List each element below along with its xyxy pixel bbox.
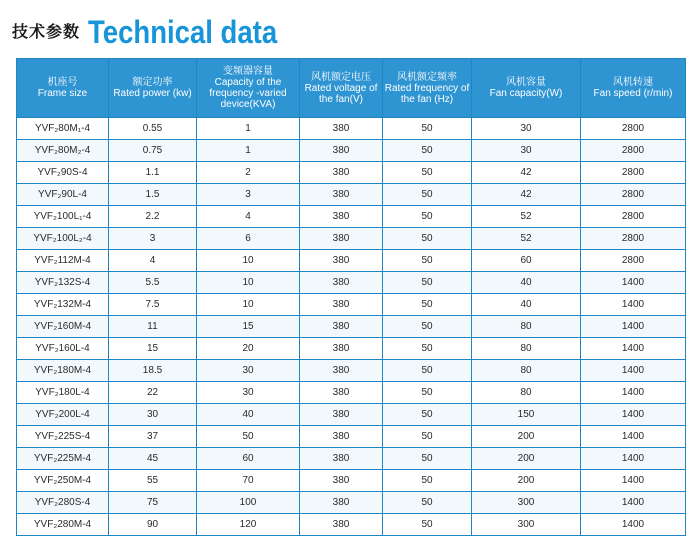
table-cell: 30 [197, 382, 300, 404]
table-cell: 380 [300, 426, 383, 448]
table-cell: 50 [383, 250, 472, 272]
table-cell: 3 [197, 184, 300, 206]
table-cell: 10 [197, 294, 300, 316]
table-cell: 2800 [581, 250, 686, 272]
table-cell: YVF₂225S-4 [17, 426, 109, 448]
table-row [17, 162, 686, 184]
table-cell: 1400 [581, 316, 686, 338]
table-cell: 1400 [581, 514, 686, 536]
table-cell: 50 [383, 184, 472, 206]
table-cell: 1400 [581, 382, 686, 404]
table-row [17, 470, 686, 492]
table-cell: 380 [300, 382, 383, 404]
table-row [17, 294, 686, 316]
table-cell: 42 [472, 162, 581, 184]
table-cell: 52 [472, 228, 581, 250]
table-cell: 37 [109, 426, 197, 448]
table-cell: 1400 [581, 470, 686, 492]
table-cell: 380 [300, 140, 383, 162]
table-cell: 380 [300, 404, 383, 426]
table-cell: 80 [472, 316, 581, 338]
table-cell: 100 [197, 492, 300, 514]
table-cell: 30 [472, 140, 581, 162]
table-header-row [17, 59, 686, 118]
table-row [17, 228, 686, 250]
table-cell: 40 [472, 294, 581, 316]
table-row [17, 118, 686, 140]
table-cell: 380 [300, 184, 383, 206]
table-cell: 380 [300, 228, 383, 250]
table-cell: 50 [383, 162, 472, 184]
table-cell: 30 [472, 118, 581, 140]
table-cell: 2800 [581, 140, 686, 162]
table-cell: 380 [300, 118, 383, 140]
table-cell: 18.5 [109, 360, 197, 382]
table-cell: 1.5 [109, 184, 197, 206]
table-cell: 4 [197, 206, 300, 228]
title-chinese: 技术参数 [12, 22, 81, 41]
table-cell: 2800 [581, 184, 686, 206]
table-cell: YVF₂160M-4 [17, 316, 109, 338]
table-body [17, 118, 686, 536]
table-cell: 380 [300, 294, 383, 316]
header-fan-speed: 风机转速 Fan speed (r/min) [581, 59, 686, 118]
table-cell: 40 [472, 272, 581, 294]
table-cell: 50 [383, 492, 472, 514]
table-cell: YVF₂112M-4 [17, 250, 109, 272]
table-cell: 10 [197, 272, 300, 294]
table-cell: YVF₂90S-4 [17, 162, 109, 184]
table-row [17, 316, 686, 338]
table-cell: 200 [472, 426, 581, 448]
table-cell: 80 [472, 382, 581, 404]
table-cell: 6 [197, 228, 300, 250]
table-cell: 45 [109, 448, 197, 470]
table-cell: 2800 [581, 162, 686, 184]
table-cell: 50 [383, 316, 472, 338]
table-cell: 50 [383, 228, 472, 250]
table-cell: 2 [197, 162, 300, 184]
table-row [17, 338, 686, 360]
table-cell: 75 [109, 492, 197, 514]
header-rated-power: 额定功率 Rated power (kw) [109, 59, 197, 118]
table-cell: 380 [300, 470, 383, 492]
table-cell: 50 [383, 272, 472, 294]
table-cell: 5.5 [109, 272, 197, 294]
table-cell: YVF₂180L-4 [17, 382, 109, 404]
table-cell: 60 [197, 448, 300, 470]
table-cell: 50 [383, 448, 472, 470]
table-cell: YVF₂280M-4 [17, 514, 109, 536]
table-cell: 55 [109, 470, 197, 492]
table-cell: 300 [472, 514, 581, 536]
table-cell: 0.75 [109, 140, 197, 162]
table-row [17, 250, 686, 272]
table-cell: 2800 [581, 206, 686, 228]
table-cell: 50 [383, 360, 472, 382]
table-cell: 0.55 [109, 118, 197, 140]
table-cell: 50 [383, 514, 472, 536]
technical-data-table [16, 58, 686, 536]
header-frame-size: 机座号 Frame size [17, 59, 109, 118]
table-cell: 380 [300, 250, 383, 272]
table-row [17, 404, 686, 426]
table-cell: YVF₂225M-4 [17, 448, 109, 470]
table-cell: 3 [109, 228, 197, 250]
table-cell: 50 [383, 206, 472, 228]
table-cell: 380 [300, 206, 383, 228]
table-cell: 2800 [581, 118, 686, 140]
table-cell: 150 [472, 404, 581, 426]
table-row [17, 272, 686, 294]
header-fan-capacity: 风机容量 Fan capacity(W) [472, 59, 581, 118]
table-cell: 380 [300, 360, 383, 382]
table-cell: 50 [383, 404, 472, 426]
table-cell: YVF₂280S-4 [17, 492, 109, 514]
table-cell: 1400 [581, 492, 686, 514]
table-row [17, 426, 686, 448]
table-cell: 120 [197, 514, 300, 536]
table-cell: YVF₂132S-4 [17, 272, 109, 294]
table-cell: 1400 [581, 272, 686, 294]
table-cell: 50 [383, 382, 472, 404]
table-cell: 300 [472, 492, 581, 514]
table-cell: 30 [197, 360, 300, 382]
table-cell: YVF₂80M₁-4 [17, 118, 109, 140]
table-cell: 11 [109, 316, 197, 338]
table-cell: 1400 [581, 426, 686, 448]
table-cell: 80 [472, 338, 581, 360]
table-row [17, 514, 686, 536]
table-cell: 50 [383, 470, 472, 492]
table-cell: 2800 [581, 228, 686, 250]
table-cell: 90 [109, 514, 197, 536]
table-cell: YVF₂100L₂-4 [17, 228, 109, 250]
table-cell: 380 [300, 272, 383, 294]
table-cell: 200 [472, 470, 581, 492]
table-cell: 7.5 [109, 294, 197, 316]
table-cell: 50 [197, 426, 300, 448]
table-cell: 4 [109, 250, 197, 272]
table-row [17, 492, 686, 514]
table-cell: 15 [197, 316, 300, 338]
table-row [17, 382, 686, 404]
header-inverter-capacity: 变频器容量 Capacity of the frequency -varied device(KVA) [197, 59, 300, 118]
header-fan-voltage: 风机额定电压 Rated voltage of the fan(V) [300, 59, 383, 118]
table-cell: 52 [472, 206, 581, 228]
table-cell: 380 [300, 514, 383, 536]
table-cell: 22 [109, 382, 197, 404]
table-cell: 1400 [581, 294, 686, 316]
table-cell: 380 [300, 448, 383, 470]
table-row [17, 140, 686, 162]
table-cell: 50 [383, 118, 472, 140]
table-cell: 2.2 [109, 206, 197, 228]
table-cell: 1400 [581, 404, 686, 426]
table-cell: 380 [300, 492, 383, 514]
title-english: Technical data [88, 14, 278, 50]
table-cell: 1400 [581, 448, 686, 470]
table-cell: 50 [383, 338, 472, 360]
table-cell: YVF₂90L-4 [17, 184, 109, 206]
table-cell: YVF₂160L-4 [17, 338, 109, 360]
table-cell: 70 [197, 470, 300, 492]
table-row [17, 360, 686, 382]
table-cell: 1400 [581, 360, 686, 382]
table-cell: 50 [383, 294, 472, 316]
table-cell: 1 [197, 118, 300, 140]
table-cell: 42 [472, 184, 581, 206]
table-cell: YVF₂132M-4 [17, 294, 109, 316]
table-cell: 200 [472, 448, 581, 470]
table-cell: 380 [300, 338, 383, 360]
table-cell: YVF₂180M-4 [17, 360, 109, 382]
table-row [17, 206, 686, 228]
table-cell: YVF₂100L₁-4 [17, 206, 109, 228]
table-cell: 1 [197, 140, 300, 162]
section-title [12, 8, 308, 48]
table-cell: YVF₂250M-4 [17, 470, 109, 492]
table-cell: 60 [472, 250, 581, 272]
table-cell: 40 [197, 404, 300, 426]
table-cell: YVF₂80M₂-4 [17, 140, 109, 162]
table-cell: 30 [109, 404, 197, 426]
table-cell: 10 [197, 250, 300, 272]
table-cell: 380 [300, 162, 383, 184]
table-cell: YVF₂200L-4 [17, 404, 109, 426]
table-cell: 15 [109, 338, 197, 360]
table-row [17, 448, 686, 470]
table-cell: 80 [472, 360, 581, 382]
table-row [17, 184, 686, 206]
table-cell: 20 [197, 338, 300, 360]
table-cell: 1.1 [109, 162, 197, 184]
table-cell: 1400 [581, 338, 686, 360]
table-cell: 50 [383, 140, 472, 162]
table-cell: 50 [383, 426, 472, 448]
table-cell: 380 [300, 316, 383, 338]
header-fan-frequency: 风机额定频率 Rated frequency of the fan (Hz) [383, 59, 472, 118]
